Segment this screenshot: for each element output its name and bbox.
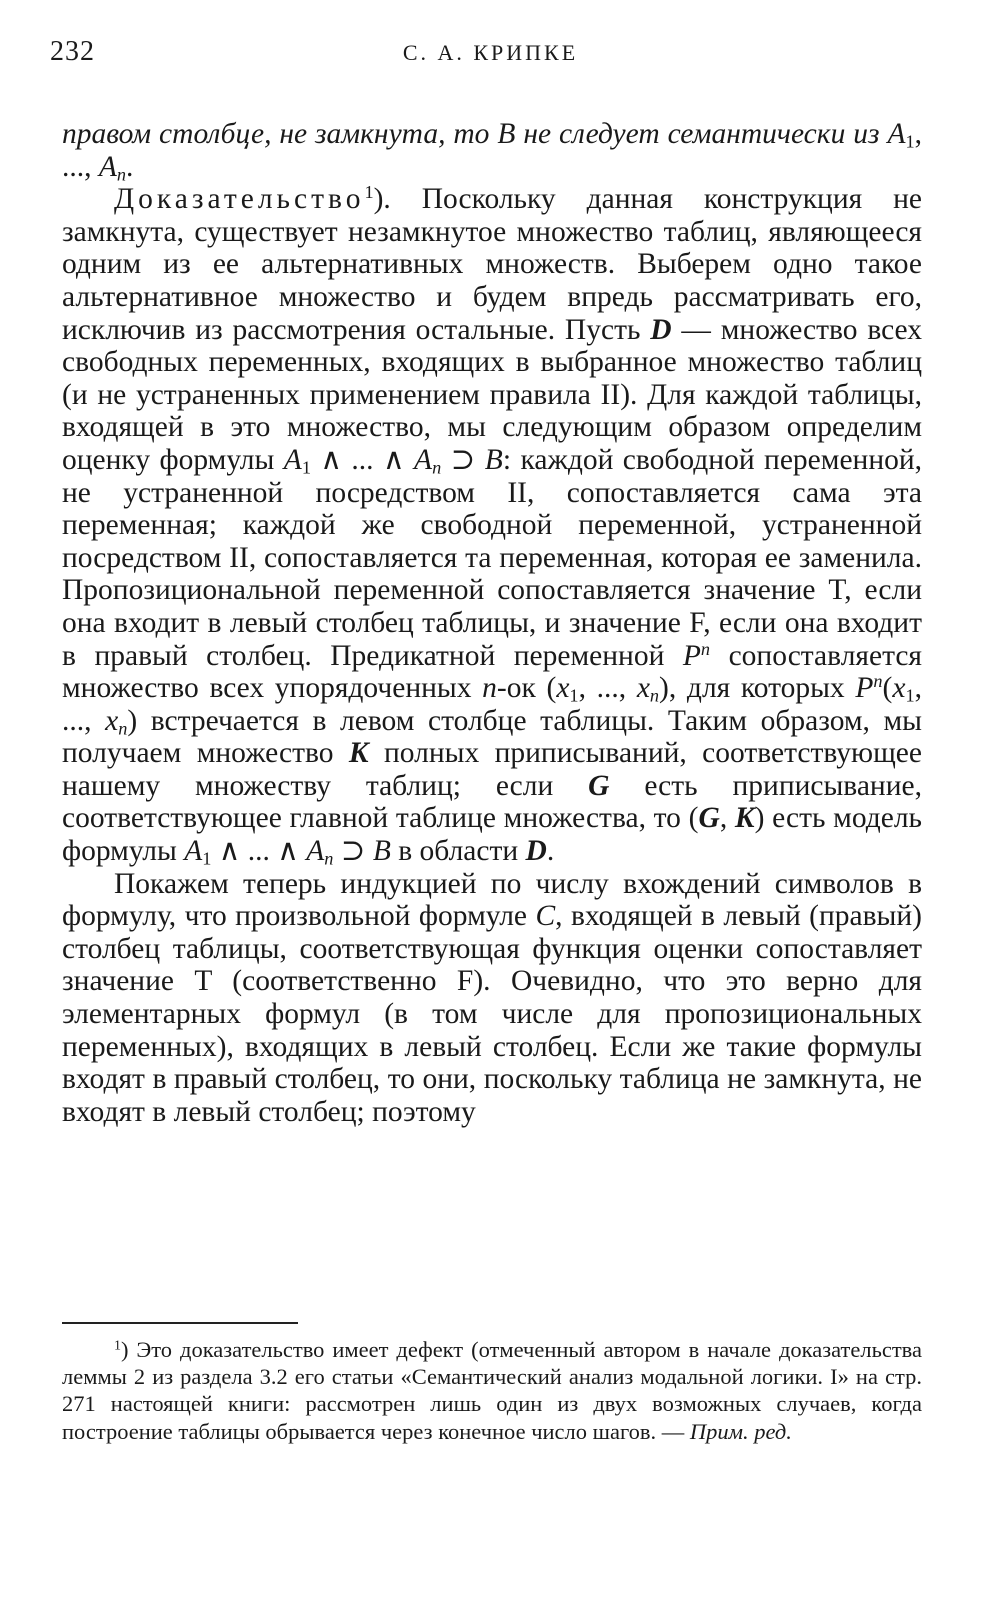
text: в области [390,835,526,868]
predicate-P: P [682,639,701,672]
superscript: n [700,638,711,659]
formula-D: D [650,313,672,346]
variable-xn: x [636,672,650,705]
assignment-G: G [698,802,720,835]
paren: ( [882,672,893,705]
set-K: K [734,802,755,835]
period: . [126,150,134,183]
subscript: 1 [301,457,311,478]
text: ) встречается в левом столбце таблицы. Таким образом, мы получаем множество [62,704,922,770]
subscript: n [324,848,334,869]
formula-A1: A [184,835,203,868]
subscript: n [432,457,442,478]
footnote-divider [62,1322,298,1324]
variable-n: n [482,672,497,705]
variable-x1: x [556,672,570,705]
page-number: 232 [50,36,95,67]
separator: , ..., [62,672,922,737]
separator: , ..., [62,118,922,183]
text: , входящей в левый (правый) столбец таблицы, соответствующая функция оценки сопоставляет значение T (соответственно F). Очевидно, что это верно для элементарных формул (в том числе для пропозициональных переменных), входящих в левый столбец. Если же такие формулы входят в правый столбец, то они, поскольку таблица не замкнута, не входят в левый столбец; поэтому [62,900,922,1128]
formula-An: A [306,835,325,868]
text: ). Поскольку данная конструкция не замкнута, существует незамкнутое множество таблиц, являющееся одним из ее альтернативных множеств. Выберем одно такое альтернативное множество и будем впредь рассматривать его, исключив из рассмотрения остальные. Пусть [62,183,922,346]
theorem-end-paragraph [62,118,922,183]
formula-B: B [372,835,391,868]
formula-operator: ∧ ... ∧ [211,835,307,868]
subscript: n [649,685,660,706]
text: полных приписываний, соответствующее нашему множеству таблиц; если [62,737,922,802]
text: -ок ( [496,672,557,705]
formula-A1: A [887,118,906,150]
subscript: 1 [202,848,212,869]
text: ) есть модель формулы [62,802,923,868]
text: Покажем теперь индукцией по числу вхождений символов в формулу, что произвольной формуле [62,867,922,933]
subscript: 1 [905,685,915,706]
main-text [62,118,922,1128]
assignment-G: G [588,769,610,802]
period: . [546,835,555,868]
separator: , [719,802,735,835]
editor-note: Прим. ред. [689,1418,792,1444]
formula-C: C [535,900,556,933]
text: — множество всех свободных переменных, входящих в выбранное множество таблиц (и не устраненных применением правила II). Для каждой таблицы, входящей в это множество, мы следующим образом определим оценку формулы [62,313,922,476]
text: сопоставляется множество всех упорядоченных [62,639,922,705]
text: : каждой свободной переменной, не устраненной посредством II, сопоставляется сама эта переменная; каждой же свободной переменной, устраненной посредством II, сопоставляется та переменная, которая ее заменила. Пропозициональной переменной сопоставляется значение T, если она входит в левый столбец таблицы, и значение F, если она входит в правый столбец. Предикатной переменной [62,443,923,672]
footnote-reference[interactable]: 1 [364,182,374,203]
formula-B: B [484,443,503,476]
formula-An: A [98,150,117,183]
italic-text: не следует семантически из [515,118,888,150]
subscript: 1 [569,685,579,706]
induction-paragraph [62,868,922,1129]
separator: , ..., [578,672,637,705]
italic-text: правом столбце, не замкнута, то [62,118,498,150]
predicate-P: P [855,672,874,705]
proof-heading: Доказательство [114,183,365,216]
formula-operator: ⊃ [441,443,485,476]
text: ), для которых [659,672,856,705]
subscript: 1 [905,131,915,152]
formula-operator: ⊃ [333,835,373,868]
subscript: n [116,164,127,185]
running-title: С. А. КРИПКЕ [402,40,579,65]
formula-A1: A [283,443,302,476]
formula-D: D [525,835,547,868]
variable-xn: x [105,704,119,737]
formula-B: B [497,118,516,150]
footnote [62,1336,922,1445]
footnote-marker: 1 [114,1338,121,1354]
subscript: n [118,718,128,739]
text: есть приписывание, соответствующее главной таблице множества, то ( [62,769,922,835]
superscript: n [873,671,883,692]
set-K: K [348,737,369,770]
variable-x1: x [892,672,906,705]
page-header [50,36,931,76]
formula-operator: ∧ ... ∧ [310,443,415,476]
proof-paragraph [62,183,922,867]
footnote-text: ) Это доказательство имеет дефект (отмеченный автором в начале доказательства леммы 2 из раздела 3.2 его статьи «Семантический анализ модальной логики. I» на стр. 271 настоящей книги: рассмотрен лишь один из двух возможных случаев, когда построение таблицы обрывается через конечное число шагов. — [62,1337,922,1444]
formula-An: A [414,443,433,476]
